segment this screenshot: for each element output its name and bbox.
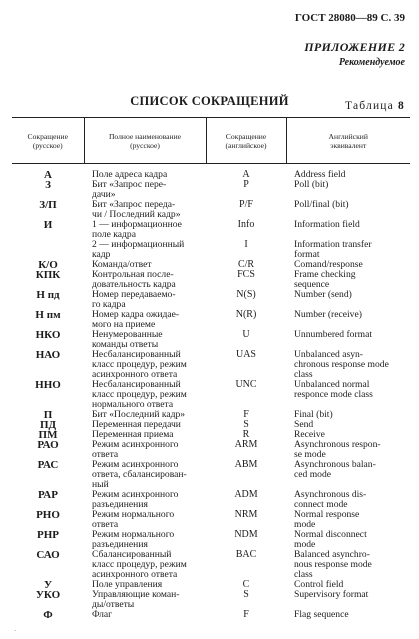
- abbr-en-cell-text: A: [242, 169, 250, 180]
- full-name-cell-text: Бит «Запрос пере- дачи»: [92, 179, 167, 200]
- abbr-en-cell: [206, 380, 286, 410]
- abbr-en-cell-text: N(R): [235, 309, 257, 320]
- abbr-en-cell: [206, 590, 286, 610]
- full-name-cell-text: Несбалансированный класс процедур, режим нормального ответа: [92, 379, 187, 410]
- full-name-cell-text: Номер кадра ожидае- мого на приеме: [92, 309, 180, 330]
- english-equivalent-cell-text: Number (receive): [294, 309, 362, 320]
- english-equivalent-cell-text: Frame checking sequence: [294, 269, 356, 290]
- full-name-cell: [84, 290, 206, 310]
- abbr-en-cell-text: N(S): [236, 289, 256, 300]
- english-equivalent-cell: [286, 310, 410, 330]
- table-row: [12, 510, 410, 530]
- english-equivalent-cell-text: Asynchronous dis- connect mode: [294, 489, 367, 510]
- full-name-cell: [84, 164, 206, 181]
- english-equivalent-cell-text: Comand/response: [294, 259, 363, 270]
- abbr-ru-cell: [12, 460, 84, 490]
- abbr-ru-cell-text: И: [43, 219, 53, 231]
- table-caption-number: 8: [398, 100, 405, 112]
- abbr-ru-cell-text: РАР: [38, 489, 58, 501]
- english-equivalent-cell: [286, 490, 410, 510]
- full-name-cell-text: Бит «Запрос переда- чи / Последний кадр»: [92, 199, 181, 220]
- full-name-cell-text: Бит «Последний кадр»: [92, 409, 186, 420]
- abbr-en-cell: [206, 550, 286, 580]
- abbr-en-cell: [206, 530, 286, 550]
- english-equivalent-cell-text: Send: [294, 419, 314, 430]
- english-equivalent-cell-text: Address field: [294, 169, 346, 180]
- table-header-row: [12, 118, 410, 164]
- abbr-ru-cell-text: РНО: [36, 509, 60, 521]
- full-name-cell: [84, 460, 206, 490]
- abbr-ru-cell: [12, 550, 84, 580]
- full-name-cell-text: Сбалансированный класс процедур, режим асинхронного ответа: [92, 549, 187, 580]
- english-equivalent-cell: [286, 460, 410, 490]
- abbr-ru-cell: [12, 290, 84, 310]
- recommended-label: Рекомендуемое: [338, 57, 405, 68]
- english-equivalent-cell: [286, 440, 410, 460]
- standard-reference: ГОСТ 28080—89 С. 39: [294, 12, 405, 24]
- header-line: Сокращение: [27, 131, 68, 141]
- abbr-ru-cell-text: НАО: [35, 349, 61, 361]
- english-equivalent-cell-text: Asynchronous respon- se mode: [294, 439, 381, 460]
- abbr-ru-cell-text: ННО: [35, 379, 61, 391]
- abbr-en-cell: [206, 330, 286, 350]
- abbr-ru-cell: [12, 510, 84, 530]
- abbr-ru-cell-text: К/О: [38, 259, 58, 271]
- header-line: (английское): [225, 140, 267, 150]
- table-row: [12, 330, 410, 350]
- full-name-cell: [84, 330, 206, 350]
- abbr-en-cell-text: P: [243, 179, 249, 190]
- table-body: [12, 164, 410, 621]
- english-equivalent-cell: [286, 200, 410, 220]
- english-equivalent-cell-text: Unbalanced normal responce mode class: [294, 379, 373, 400]
- abbr-en-cell: [206, 510, 286, 530]
- abbr-en-cell-text: P/F: [239, 199, 253, 210]
- abbr-en-cell-text: UAS: [235, 349, 256, 360]
- full-name-cell: [84, 510, 206, 530]
- table-row: [12, 310, 410, 330]
- english-equivalent-cell-text: Unbalanced asyn- chronous response mode class: [294, 349, 389, 380]
- english-equivalent-cell-text: Balanced asynchro- nous response mode class: [294, 549, 372, 580]
- header-full-name-ru: [84, 118, 206, 164]
- abbr-ru-cell: [12, 350, 84, 380]
- abbr-en-cell: [206, 290, 286, 310]
- abbr-ru-cell-text: У: [43, 579, 53, 591]
- table-caption-label: Таблица: [345, 100, 394, 112]
- abbr-ru-cell-text: УКО: [35, 589, 61, 601]
- full-name-cell: [84, 220, 206, 240]
- english-equivalent-cell-text: Receive: [294, 429, 325, 440]
- header-english-equivalent: [286, 118, 410, 164]
- full-name-cell-text: Контрольная после- довательность кадра: [92, 269, 176, 290]
- full-name-cell: [84, 530, 206, 550]
- table-row: [12, 180, 410, 200]
- abbr-en-cell-text: C: [242, 579, 250, 590]
- full-name-cell-text: Номер передаваемо- го кадра: [92, 289, 176, 310]
- abbr-en-cell: [206, 310, 286, 330]
- abbr-ru-cell: [12, 530, 84, 550]
- english-equivalent-cell: [286, 550, 410, 580]
- abbr-en-cell: [206, 180, 286, 200]
- abbr-ru-cell-text: А: [44, 169, 52, 181]
- header-abbr-ru: [12, 118, 84, 164]
- abbr-ru-cell-text: РНР: [37, 529, 59, 541]
- abbr-ru-cell-text: З/П: [39, 199, 57, 211]
- appendix-label: ПРИЛОЖЕНИЕ 2: [304, 40, 405, 54]
- abbr-en-cell: [206, 164, 286, 181]
- table-row: [12, 460, 410, 490]
- full-name-cell: [84, 440, 206, 460]
- table-caption: [345, 100, 405, 112]
- header-line: эквивалент: [330, 140, 367, 150]
- abbr-en-cell-text: Info: [237, 219, 255, 230]
- full-name-cell: [84, 240, 206, 260]
- table-row: [12, 220, 410, 240]
- full-name-cell-text: Поле адреса кадра: [92, 169, 168, 180]
- english-equivalent-cell-text: Normal disconnect mode: [294, 529, 367, 550]
- document-title: СПИСОК СОКРАЩЕНИЙ: [130, 94, 289, 108]
- table-row: [12, 164, 410, 181]
- english-equivalent-cell: [286, 164, 410, 181]
- table-row: [12, 530, 410, 550]
- abbr-ru-cell-text: Н пм: [35, 309, 61, 321]
- table-row: [12, 240, 410, 260]
- abbreviations-table: [12, 117, 410, 620]
- abbr-ru-cell: [12, 590, 84, 610]
- abbr-en-cell-text: BAC: [235, 549, 257, 560]
- abbr-ru-cell: [12, 164, 84, 181]
- abbr-ru-cell-text: Ф: [43, 609, 53, 621]
- english-equivalent-cell-text: Number (send): [294, 289, 352, 300]
- full-name-cell: [84, 590, 206, 610]
- abbr-en-cell: [206, 610, 286, 620]
- table-row: [12, 200, 410, 220]
- full-name-cell-text: Режим нормального ответа: [92, 509, 175, 530]
- abbr-en-cell-text: ADM: [234, 489, 258, 500]
- english-equivalent-cell-text: Flag sequence: [294, 609, 349, 620]
- english-equivalent-cell-text: Control field: [294, 579, 344, 590]
- abbr-en-cell: [206, 490, 286, 510]
- abbr-ru-cell-text: Н пд: [36, 289, 60, 301]
- full-name-cell: [84, 270, 206, 290]
- english-equivalent-cell-text: Unnumbered format: [294, 329, 373, 340]
- full-name-cell: [84, 550, 206, 580]
- english-equivalent-cell-text: Poll/final (bit): [294, 199, 349, 210]
- full-name-cell-text: Режим асинхронного разъединения: [92, 489, 179, 510]
- full-name-cell-text: Несбалансированный класс процедур, режим асинхронного ответа: [92, 349, 187, 380]
- abbr-ru-cell: [12, 310, 84, 330]
- full-name-cell: [84, 490, 206, 510]
- abbr-ru-cell: [12, 180, 84, 200]
- abbr-ru-cell-text: НКО: [35, 329, 61, 341]
- english-equivalent-cell-text: Information field: [294, 219, 360, 230]
- english-equivalent-cell: [286, 380, 410, 410]
- abbr-en-cell: [206, 270, 286, 290]
- abbr-ru-cell-text: САО: [36, 549, 60, 561]
- abbr-en-cell: [206, 220, 286, 240]
- page-mark: ·: [14, 627, 17, 635]
- english-equivalent-cell: [286, 350, 410, 380]
- english-equivalent-cell-text: Poll (bit): [294, 179, 329, 190]
- full-name-cell-text: 2 — информационный кадр: [92, 239, 185, 260]
- full-name-cell-text: 1 — информационное поле кадра: [92, 219, 182, 240]
- abbr-ru-cell: [12, 440, 84, 460]
- abbr-en-cell-text: UNC: [235, 379, 257, 390]
- abbr-ru-cell: [12, 200, 84, 220]
- full-name-cell: [84, 380, 206, 410]
- table-row: [12, 610, 410, 620]
- full-name-cell: [84, 310, 206, 330]
- abbr-ru-cell-text: З: [45, 179, 51, 191]
- english-equivalent-cell: [286, 180, 410, 200]
- abbr-ru-cell: [12, 240, 84, 260]
- abbr-en-cell: [206, 460, 286, 490]
- english-equivalent-cell: [286, 530, 410, 550]
- abbr-ru-cell-text: КПК: [35, 269, 61, 281]
- header-line: (русское): [130, 140, 160, 150]
- full-name-cell-text: Переменная приема: [92, 429, 174, 440]
- abbr-ru-cell: [12, 380, 84, 410]
- abbr-en-cell-text: R: [242, 429, 250, 440]
- table-row: [12, 550, 410, 580]
- abbr-en-cell-text: NRM: [234, 509, 258, 520]
- full-name-cell: [84, 350, 206, 380]
- abbr-ru-cell: [12, 220, 84, 240]
- full-name-cell-text: Режим асинхронного ответа, сбалансирован- ный: [92, 459, 187, 490]
- abbr-en-cell-text: NDM: [234, 529, 258, 540]
- table-row: [12, 410, 410, 420]
- header-line: Полное наименование: [108, 131, 182, 141]
- english-equivalent-cell: [286, 220, 410, 240]
- abbr-ru-cell-text: РАС: [37, 459, 59, 471]
- abbr-ru-cell: [12, 270, 84, 290]
- table-row: [12, 290, 410, 310]
- english-equivalent-cell: [286, 240, 410, 260]
- table-row: [12, 270, 410, 290]
- english-equivalent-cell-text: Asynchronous balan- ced mode: [294, 459, 376, 480]
- header-line: Английский: [328, 131, 368, 141]
- full-name-cell-text: Ненумерованные команды ответы: [92, 329, 163, 350]
- full-name-cell-text: Управляющие коман- ды/ответы: [92, 589, 180, 610]
- full-name-cell-text: Команда/ответ: [92, 259, 152, 270]
- english-equivalent-cell-text: Normal response mode: [294, 509, 360, 530]
- abbr-en-cell-text: FCS: [237, 269, 255, 280]
- english-equivalent-cell-text: Supervisory format: [294, 589, 369, 600]
- abbr-en-cell-text: F: [243, 609, 249, 620]
- table-row: [12, 590, 410, 610]
- table-row: [12, 380, 410, 410]
- abbr-en-cell-text: I: [244, 239, 248, 250]
- abbr-ru-cell-text: ПМ: [38, 429, 58, 441]
- abbr-ru-cell-text: П: [43, 409, 53, 421]
- abbr-en-cell: [206, 240, 286, 260]
- abbr-ru-cell-text: РАО: [37, 439, 59, 451]
- table-row: [12, 350, 410, 380]
- english-equivalent-cell: [286, 270, 410, 290]
- full-name-cell-text: Переменная передачи: [92, 419, 181, 430]
- full-name-cell-text: Режим асинхронного ответа: [92, 439, 179, 460]
- english-equivalent-cell: [286, 510, 410, 530]
- abbr-en-cell-text: ARM: [234, 439, 258, 450]
- table-row: [12, 440, 410, 460]
- abbr-ru-cell: [12, 330, 84, 350]
- english-equivalent-cell: [286, 590, 410, 610]
- full-name-cell-text: Поле управления: [92, 579, 163, 590]
- table-row: [12, 420, 410, 430]
- abbr-en-cell: [206, 200, 286, 220]
- abbr-ru-cell: [12, 490, 84, 510]
- full-name-cell: [84, 200, 206, 220]
- abbr-en-cell: [206, 440, 286, 460]
- abbr-ru-cell: [12, 610, 84, 620]
- full-name-cell-text: Флаг: [92, 609, 113, 620]
- english-equivalent-cell: [286, 330, 410, 350]
- english-equivalent-cell-text: Information transfer format: [294, 239, 372, 260]
- english-equivalent-cell: [286, 610, 410, 620]
- full-name-cell: [84, 610, 206, 620]
- abbr-en-cell-text: C/R: [237, 259, 255, 270]
- english-equivalent-cell-text: Final (bit): [294, 409, 333, 420]
- abbr-en-cell-text: S: [243, 419, 249, 430]
- full-name-cell: [84, 180, 206, 200]
- header-abbr-en: [206, 118, 286, 164]
- header-line: (русское): [32, 140, 63, 150]
- abbr-en-cell: [206, 350, 286, 380]
- abbr-ru-cell-text: ПД: [39, 419, 57, 431]
- header-line: Сокращение: [225, 131, 267, 141]
- abbr-en-cell-text: F: [243, 409, 249, 420]
- english-equivalent-cell: [286, 290, 410, 310]
- abbr-en-cell-text: ABM: [234, 459, 258, 470]
- abbr-en-cell-text: U: [242, 329, 250, 340]
- abbr-en-cell-text: S: [243, 589, 249, 600]
- full-name-cell-text: Режим нормального разъединения: [92, 529, 175, 550]
- table-row: [12, 490, 410, 510]
